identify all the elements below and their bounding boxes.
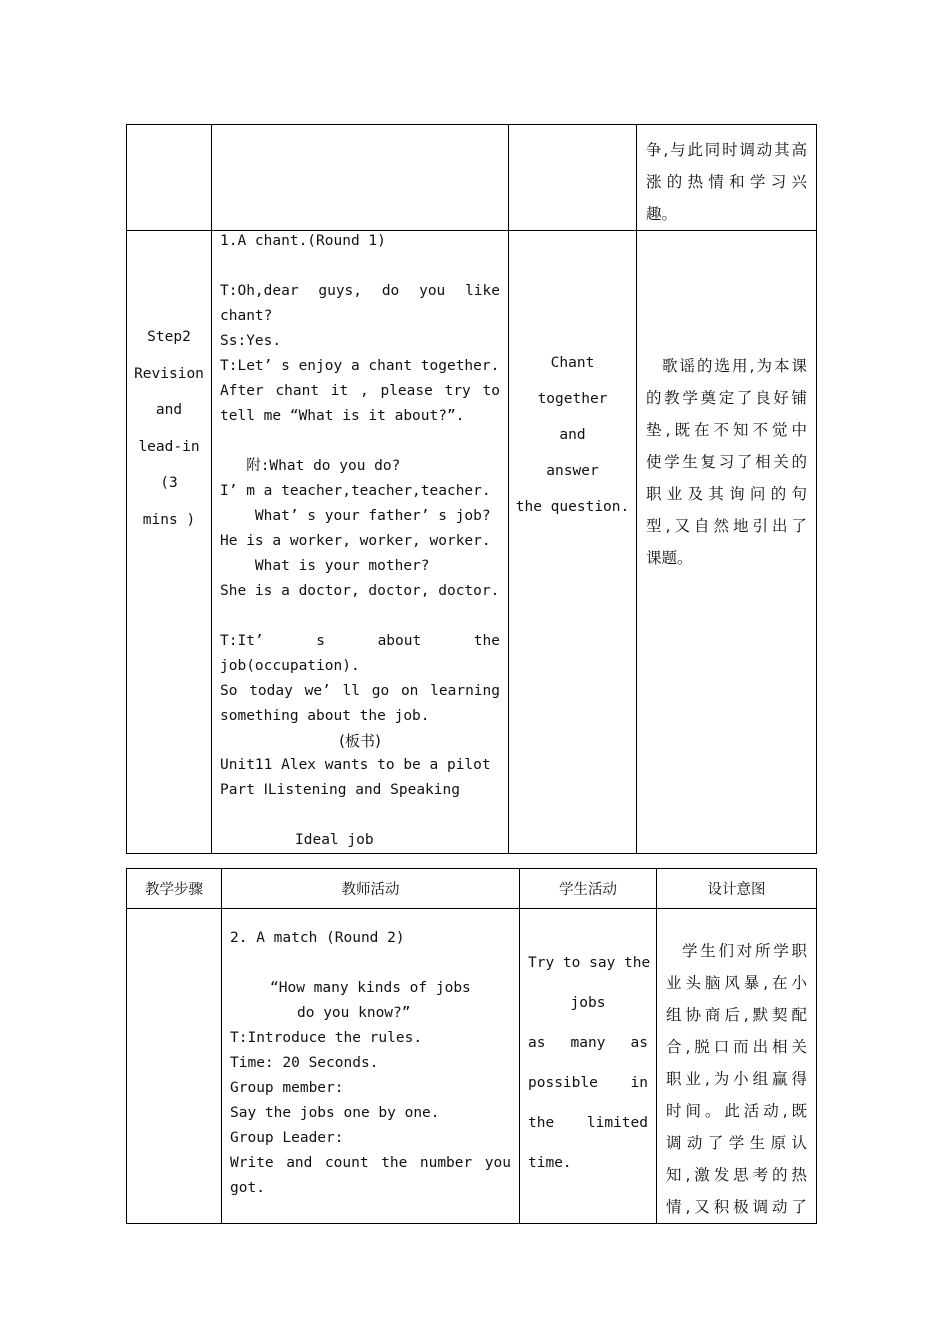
teacher-line: T:Let’ s enjoy a chant together. — [220, 358, 500, 374]
teacher-activity-cell — [212, 125, 509, 231]
design-line: 使学生复习了相关的 — [646, 453, 807, 471]
lesson-table-continued — [126, 124, 817, 854]
header-step: 教学步骤 — [127, 869, 222, 909]
teacher-line: Group member: — [230, 1080, 344, 1096]
header-teacher-activity: 教师活动 — [222, 869, 520, 909]
header-student-activity: 学生活动 — [520, 869, 657, 909]
teacher-line: He is a worker, worker, worker. — [220, 533, 491, 549]
teacher-line: Unit11 Alex wants to be a pilot — [220, 757, 491, 773]
student-line: answer — [546, 463, 599, 479]
design-line: 合,脱口而出相关 — [666, 1038, 807, 1056]
teacher-line: 2. A match (Round 2) — [230, 930, 405, 946]
teacher-line: job(occupation). — [220, 658, 360, 674]
design-line: 学生们对所学职 — [682, 942, 807, 960]
step-cell — [127, 231, 212, 854]
design-line: 情,又积极调动了 — [666, 1198, 807, 1216]
teacher-line: 1.A chant.(Round 1) — [220, 233, 386, 249]
teacher-line: “How many kinds of jobs — [270, 980, 471, 996]
board-note: (板书) — [339, 732, 381, 750]
design-intent-cell — [637, 231, 817, 854]
table-row — [127, 125, 817, 231]
student-line: time. — [528, 1155, 572, 1171]
design-intent-cell — [657, 909, 817, 1224]
student-line: and — [559, 427, 586, 443]
table-row — [127, 909, 817, 1224]
design-line: 争,与此同时调动其高 — [646, 141, 807, 159]
teacher-activity-cell — [212, 231, 509, 854]
design-line: 调动了学生原认 — [666, 1134, 807, 1152]
teacher-line: Part ⅠListening and Speaking — [220, 782, 460, 798]
design-line: 时间。此活动,既 — [666, 1102, 807, 1120]
design-line: 业头脑风暴,在小 — [666, 974, 807, 992]
teacher-line: Group Leader: — [230, 1130, 344, 1146]
teacher-activity-cell — [222, 909, 520, 1224]
teacher-line: Time: 20 Seconds. — [230, 1055, 379, 1071]
table-row — [127, 231, 817, 854]
teacher-line: After chant it , please try to — [220, 383, 500, 399]
step-cell — [127, 125, 212, 231]
student-line: as many as — [528, 1035, 648, 1051]
teacher-line — [220, 429, 500, 454]
table-header-row — [127, 869, 817, 909]
design-line: 组协商后,默契配 — [666, 1006, 807, 1024]
design-line: 歌谣的选用,为本课 — [662, 357, 807, 375]
student-activity-cell — [509, 231, 637, 854]
teacher-line: chant? — [220, 308, 273, 324]
teacher-line — [230, 951, 511, 976]
teacher-line: T:Introduce the rules. — [230, 1030, 423, 1046]
student-line: the limited — [528, 1115, 648, 1131]
design-line: 职业及其询问的句 — [646, 485, 807, 503]
student-line: together — [537, 391, 608, 407]
student-line: the question. — [515, 499, 630, 515]
teacher-line — [220, 254, 500, 279]
teacher-line: T:It’ s about the — [220, 633, 500, 649]
header-design-intent: 设计意图 — [657, 869, 817, 909]
teacher-line: I’ m a teacher,teacher,teacher. — [220, 483, 491, 499]
teacher-line — [220, 604, 500, 629]
teacher-line: Write and count the number you — [230, 1155, 511, 1171]
teacher-line: something about the job. — [220, 708, 430, 724]
student-activity-cell — [509, 125, 637, 231]
design-line: 职业,为小组赢得 — [666, 1070, 807, 1088]
teacher-line: Say the jobs one by one. — [230, 1105, 440, 1121]
design-line: 趣。 — [646, 205, 678, 223]
teacher-line: So today we’ ll go on learning — [220, 683, 500, 699]
student-line: possible in — [528, 1075, 648, 1091]
student-line: Try to say the — [528, 955, 651, 971]
teacher-line: got. — [230, 1180, 265, 1196]
step-line: and — [155, 402, 183, 418]
design-intent-cell — [637, 125, 817, 231]
design-line: 型,又自然地引出了 — [646, 517, 807, 535]
teacher-line: She is a doctor, doctor, doctor. — [220, 583, 500, 599]
design-line: 课题。 — [646, 549, 693, 567]
design-line: 垫,既在不知不觉中 — [646, 421, 807, 439]
teacher-line: Ideal job — [295, 832, 374, 848]
teacher-line — [220, 803, 500, 828]
student-line: Chant — [550, 355, 595, 371]
teacher-line: What is your mother? — [220, 558, 430, 574]
teacher-line: What’ s your father’ s job? — [220, 508, 491, 524]
teacher-line: do you know?” — [297, 1005, 411, 1021]
teacher-line: Ss:Yes. — [220, 333, 282, 349]
student-activity-cell — [520, 909, 657, 1224]
design-line: 涨的热情和学习兴 — [646, 173, 807, 191]
step-line: (3 — [160, 475, 178, 491]
step-cell — [127, 909, 222, 1224]
teacher-line: 附:What do you do? — [220, 458, 401, 474]
teacher-line: T:Oh,dear guys, do you like — [220, 283, 500, 299]
design-line: 的教学奠定了良好铺 — [646, 389, 807, 407]
design-line: 知,激发思考的热 — [666, 1166, 807, 1184]
step-line: lead-in — [138, 438, 200, 455]
step-line: Step2 — [147, 329, 191, 345]
step-line: Revision — [134, 365, 204, 382]
student-line: jobs — [570, 995, 606, 1011]
lesson-table — [126, 868, 817, 1224]
teacher-line: tell me “What is it about?”. — [220, 408, 465, 424]
step-line: mins ) — [142, 511, 196, 528]
